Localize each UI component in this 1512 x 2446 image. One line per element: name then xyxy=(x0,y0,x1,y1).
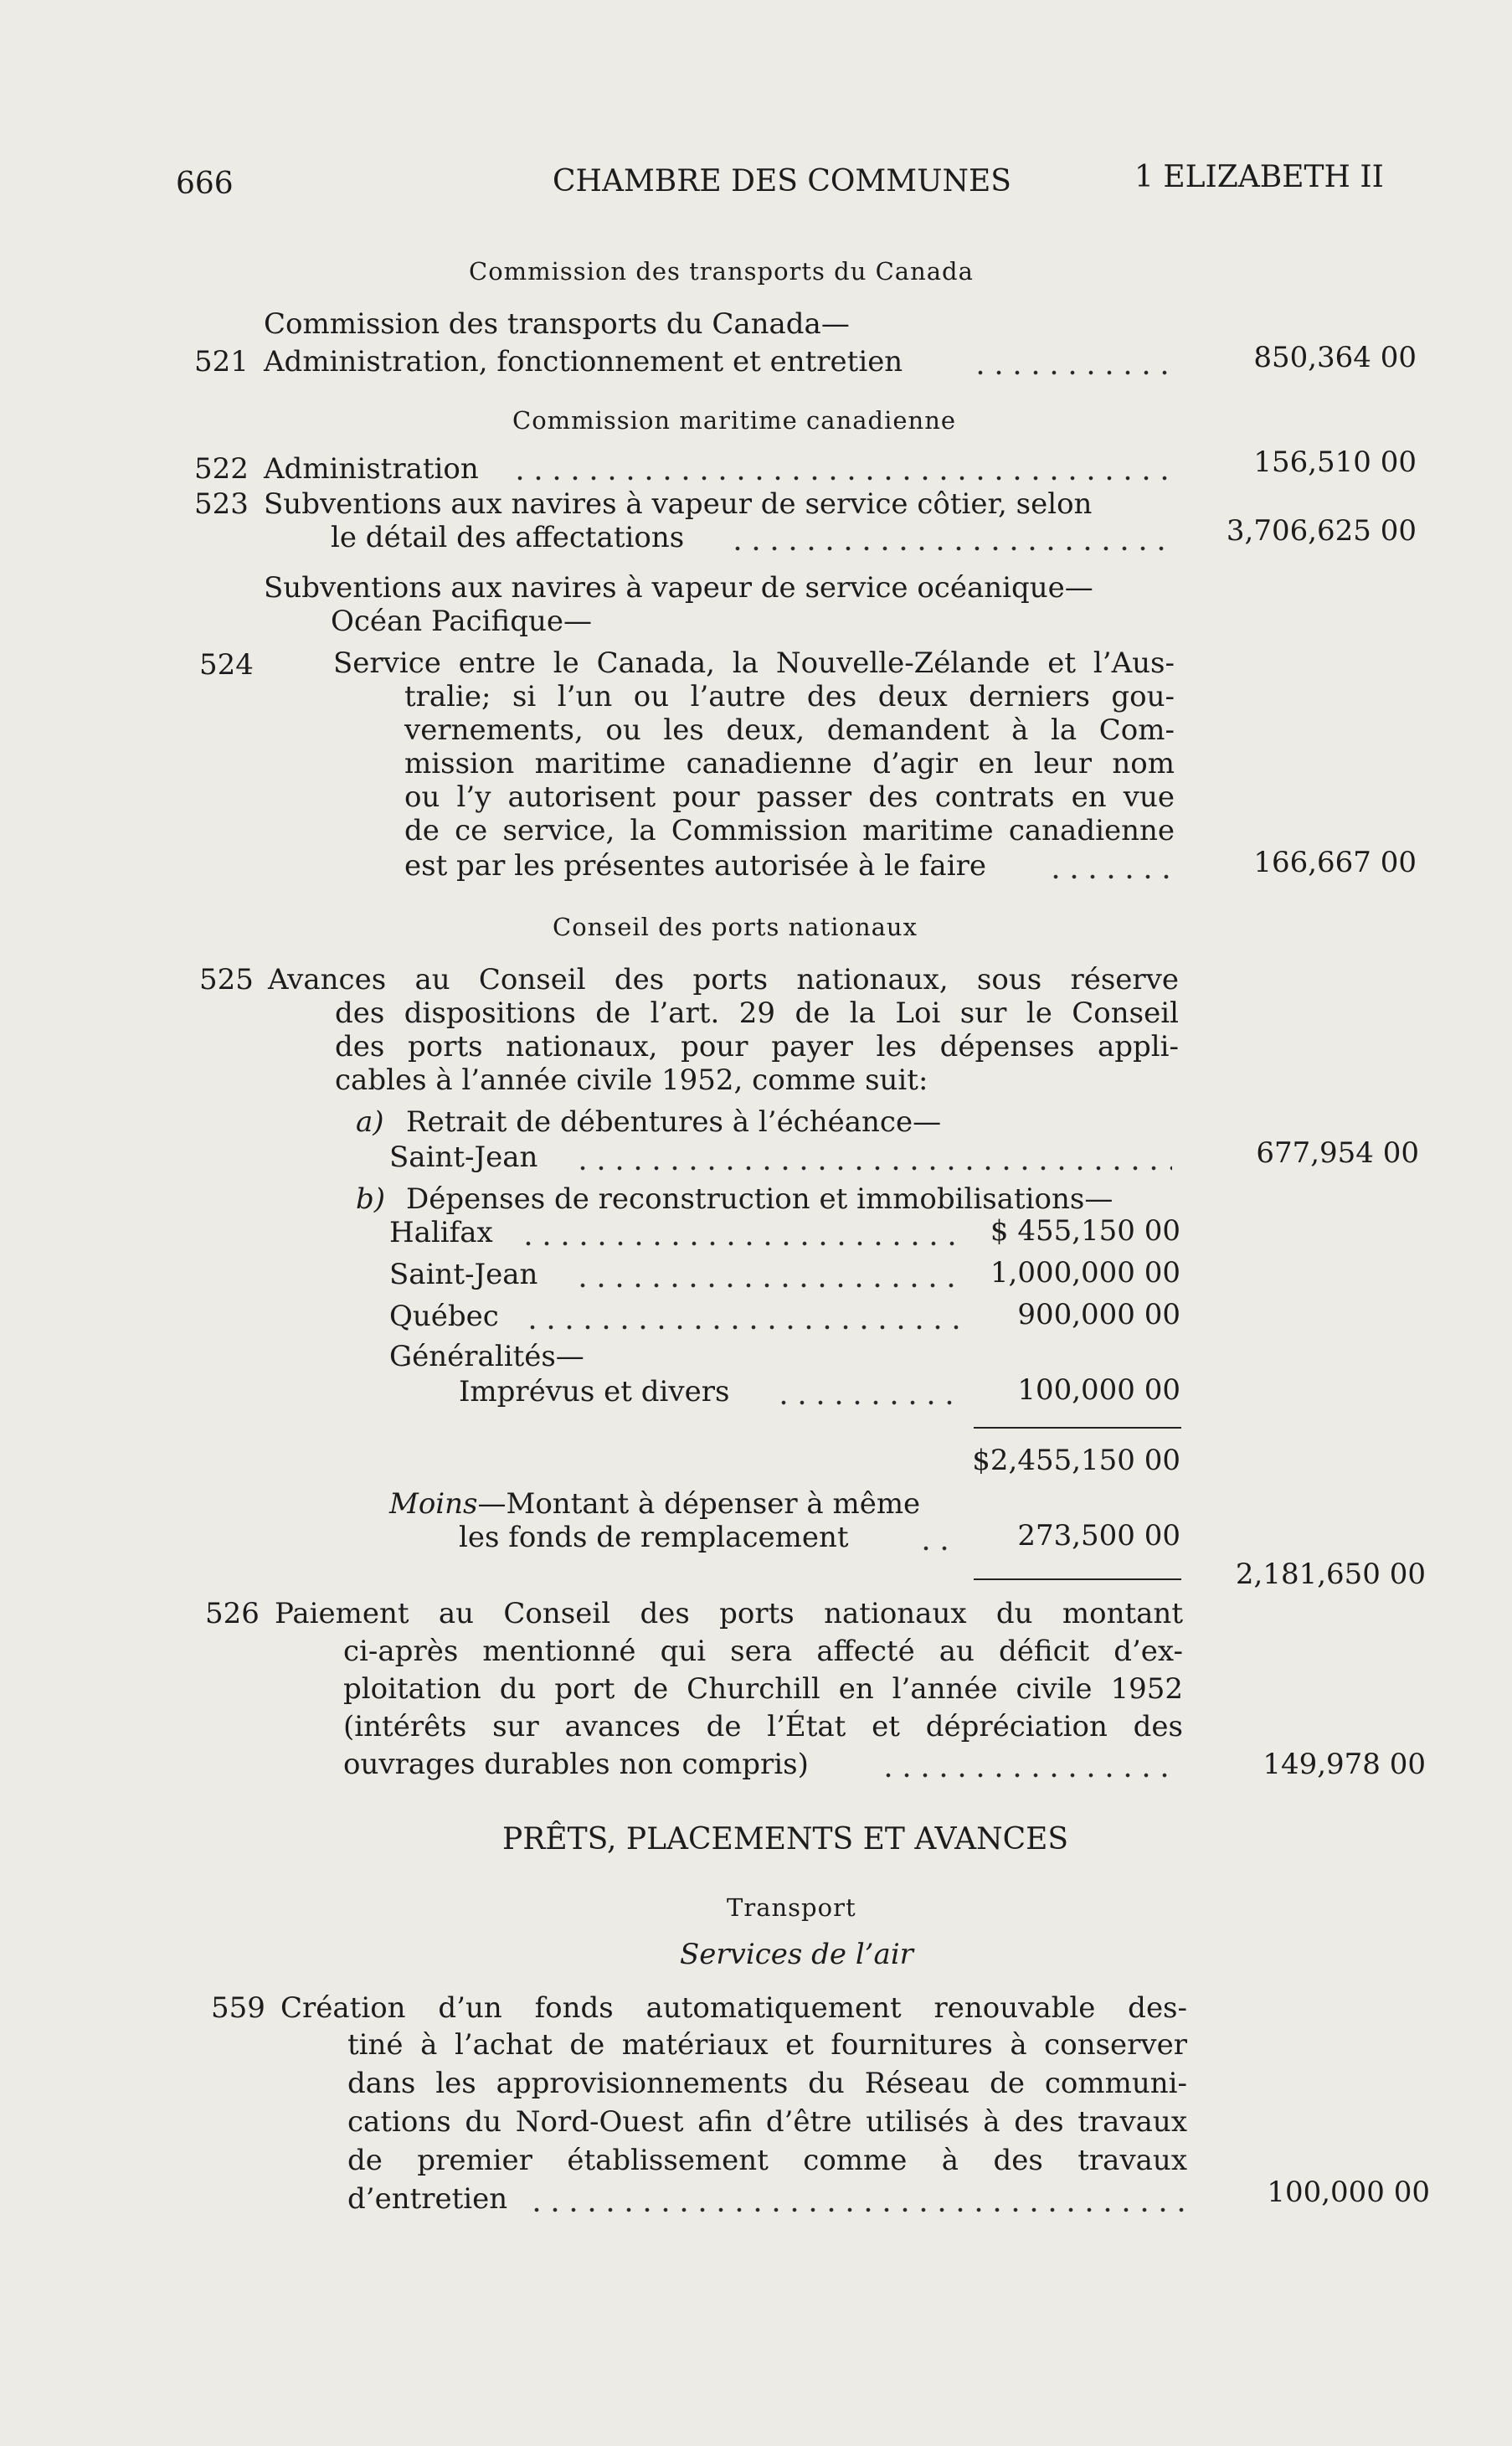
dot-leader xyxy=(728,544,1172,553)
item-amount: 149,978 00 xyxy=(1263,1748,1426,1781)
page-title: CHAMBRE DES COMMUNES xyxy=(553,164,1011,198)
row-amount: 100,000 00 xyxy=(1017,1373,1180,1407)
subtotal-rule xyxy=(974,1427,1181,1429)
subheading: Océan Pacifique— xyxy=(331,605,593,638)
item-text-line: de premier établissement comme à des travaux xyxy=(347,2144,1187,2177)
moins-word: Moins xyxy=(389,1487,478,1521)
subitem-text: Dépenses de reconstruction et immobilisations— xyxy=(406,1182,1113,1216)
item-number: 521 xyxy=(194,345,249,378)
item-number: 559 xyxy=(211,1991,265,2025)
row-amount: 900,000 00 xyxy=(1017,1298,1180,1331)
moins-line xyxy=(389,1486,920,1522)
item-text-line: tralie; si l’un ou l’autre des deux derniers gou- xyxy=(404,680,1175,713)
dot-leader xyxy=(879,1771,1180,1779)
subheading-services-air: Services de l’air xyxy=(680,1938,913,1971)
item-text-line: vernements, ou les deux, demandent à la Com- xyxy=(404,713,1175,747)
imprevus-label: Imprévus et divers xyxy=(459,1375,730,1408)
subitem-marker: a) xyxy=(356,1105,384,1139)
item-text-line: Paiement au Conseil des ports nationaux du montant xyxy=(275,1597,1183,1630)
dot-leader xyxy=(573,1281,959,1290)
net-rule xyxy=(974,1578,1181,1580)
item-text-line: des ports nationaux, pour payer les dépenses appli- xyxy=(335,1030,1179,1063)
row-amount: $ 455,150 00 xyxy=(990,1214,1180,1248)
item-text-line: mission maritime canadienne d’agir en leur nom xyxy=(404,747,1175,780)
item-text-line: Service entre le Canada, la Nouvelle-Zélande et l’Aus- xyxy=(333,646,1175,680)
reign-label: 1 ELIZABETH II xyxy=(1134,160,1384,194)
item-number: 525 xyxy=(199,963,254,996)
generalites-label: Généralités— xyxy=(389,1340,584,1373)
item-text: Administration xyxy=(264,452,479,486)
item-number: 523 xyxy=(194,487,249,521)
item-text-line: des dispositions de l’art. 29 de la Loi sur le Conseil xyxy=(335,996,1179,1030)
dot-leader xyxy=(573,1164,1172,1172)
dot-leader xyxy=(511,474,1172,482)
dot-leader xyxy=(971,368,1172,377)
item-text: Administration, fonctionnement et entretien xyxy=(264,345,903,378)
subheading: Subventions aux navires à vapeur de service océanique— xyxy=(264,571,1093,605)
item-amount: 166,667 00 xyxy=(1253,846,1417,879)
item-text-line: cables à l’année civile 1952, comme suit: xyxy=(335,1063,928,1097)
item-text-line: tiné à l’achat de matériaux et fournitures à conserver xyxy=(347,2028,1187,2062)
subheading-transport: Transport xyxy=(727,1893,856,1922)
subitem-text: Retrait de débentures à l’échéance— xyxy=(406,1105,942,1139)
subtotal-amount: $2,455,150 00 xyxy=(972,1444,1180,1477)
moins-text: —Montant à dépenser à même xyxy=(477,1487,921,1521)
dot-leader xyxy=(917,1544,959,1553)
section-heading-maritime: Commission maritime canadienne xyxy=(512,406,957,435)
item-text-line: ou l’y autorisent pour passer des contrats en vue xyxy=(404,780,1175,814)
dot-leader xyxy=(774,1398,959,1407)
section-heading-transports: Commission des transports du Canada xyxy=(469,257,974,286)
item-text-line: Création d’un fonds automatiquement renouvable des- xyxy=(280,1991,1187,2025)
section-heading-ports: Conseil des ports nationaux xyxy=(553,913,918,941)
row-amount: 1,000,000 00 xyxy=(990,1256,1180,1290)
item-text-line: ci-après mentionné qui sera affecté au déficit d’ex- xyxy=(343,1635,1183,1668)
item-text-line: ouvrages durables non compris) xyxy=(343,1748,809,1781)
place-label: Québec xyxy=(389,1300,499,1333)
place-label: Saint-Jean xyxy=(389,1258,538,1291)
item-text-line: est par les présentes autorisée à le faire xyxy=(404,849,986,883)
item-number: 524 xyxy=(199,648,254,682)
item-text-line: Avances au Conseil des ports nationaux, sous réserve xyxy=(268,963,1179,996)
item-amount: 100,000 00 xyxy=(1267,2176,1430,2209)
item-text-line: de ce service, la Commission maritime canadienne xyxy=(404,814,1175,847)
item-text: Subventions aux navires à vapeur de service côtier, selon xyxy=(264,487,1093,521)
transports-intro: Commission des transports du Canada— xyxy=(264,307,850,341)
place-label: Halifax xyxy=(389,1216,493,1249)
dot-leader xyxy=(1047,873,1172,881)
dot-leader xyxy=(523,1323,959,1331)
item-number: 526 xyxy=(205,1597,260,1630)
dot-leader xyxy=(519,1239,963,1248)
item-amount: 850,364 00 xyxy=(1253,341,1417,374)
row-amount: 273,500 00 xyxy=(1017,1519,1180,1553)
place-label: Saint-Jean xyxy=(389,1141,538,1174)
item-text: le détail des affectations xyxy=(331,521,685,554)
page-number: 666 xyxy=(176,167,234,201)
subitem-marker: b) xyxy=(356,1182,386,1216)
section-heading-prets: PRÊTS, PLACEMENTS ET AVANCES xyxy=(502,1822,1069,1856)
item-text-line: dans les approvisionnements du Réseau de communi- xyxy=(347,2067,1187,2100)
item-text-line: d’entretien xyxy=(347,2182,508,2216)
moins-line-2: les fonds de remplacement xyxy=(459,1521,849,1554)
dot-leader xyxy=(527,2206,1185,2214)
item-amount: 156,510 00 xyxy=(1253,445,1417,479)
item-amount: 3,706,625 00 xyxy=(1226,514,1417,548)
item-text-line: cations du Nord-Ouest afin d’être utilisés à des travaux xyxy=(347,2105,1187,2139)
item-amount: 2,181,650 00 xyxy=(1235,1558,1426,1591)
item-number: 522 xyxy=(194,452,249,486)
item-text-line: ploitation du port de Churchill en l’année civile 1952 xyxy=(343,1672,1183,1706)
item-amount: 677,954 00 xyxy=(1256,1136,1419,1170)
item-text-line: (intérêts sur avances de l’État et dépréciation des xyxy=(343,1710,1183,1743)
